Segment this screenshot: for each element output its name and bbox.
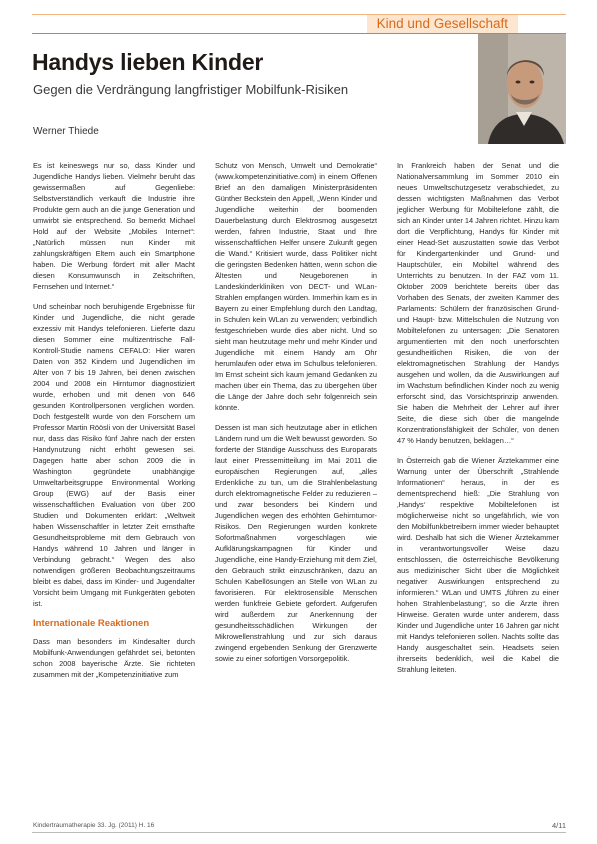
footer-page-number: 4/11 xyxy=(551,821,566,830)
article-column-3 xyxy=(397,160,559,684)
article-column-1 xyxy=(33,160,195,689)
section-bar xyxy=(32,14,566,34)
paragraph: In Frankreich haben der Senat und die Nationalversammlung im Sommer 2010 ein neues Umweltschutzgesetz verabschiedet, zu dessen wichtigsten Maßnahmen das Verbot jeglicher Werbung für Mobiltelefone zählt, die sich an Kinder unter 14 Jahren richtet. Hinzu kam dort die Verpflichtung, Handys für Kinder mit einer Head-Set auszustatten sowie das Verbot für Kindergartenkinder und Grund- und Hauptschüler, ein Mobiltel während des Unterrichts zu benutzen. In der FAZ vom 11. Oktober 2009 berichtete bereits über das Vorhaben des Senats, der zweiten Kammer des Parlaments: Schülern der französischen Grund- und Haupt- bzw. Mittelschulen die Nutzung von Mobiltelefonen zu untersagen: „Die Senatoren argumentierten mit den noch unerforschten gesundheitlichen Risiken, die von der elektromagnetischen Strahlung der Handys ausgehen und wollen, da die Auswirkungen auf im Wachstum befindlichen Kinder noch zu wenig erforscht sind, das Vorsichtsprinzip anwenden. Sie haben die Mehrheit der Lehrer auf ihrer Seite, die diese sich über die mangelnde Konzentrationsfähigkeit der Schüler, von denen 47 % Handy benutzen, beklagen…“ xyxy=(397,161,559,445)
portrait-illustration xyxy=(478,34,566,144)
article-headline: Handys lieben Kinder xyxy=(32,49,264,75)
paragraph: Schutz von Mensch, Umwelt und Demokratie“ (www.kompetenzinitiative.com) in einem Offenen Brief an den damaligen Ministerpräsidenten Günther Beckstein den Appell, „Wenn Kinder und Jugendliche weiterhin der boomenden Dauerbelastung durch Elektrosmog ausgesetzt werden, fahren Industrie, Staat und Ihre wissenschaftlichen Helfer unsere Zukunft gegen die Wand.“ Kritisiert wurde, dass Politiker nicht die geringsten Bedenken hätten, wenn schon die Ältesten und Neugeborenen in Landeskinderkliniken von DECT- und WLan-Strahlen empfangen würden. Immerhin kam es in Bayern zu einer Empfehlung durch den Landtag, in Schulen kein WLan zu verwenden; verbindlich festgeschrieben wurde dies aber nicht. Und so sieht man heutzutage mehr und mehr Kinder und Jugendliche mit einem Handy am Ohr herumlaufen oder etwa im Schulbus telefonieren. Im Ernst scheint sich kaum jemand Gedanken zu machen über ein Thema, das zu übergehen über die Länge der Jahre doch sehr folgenreich sein könnte. xyxy=(215,161,377,412)
paragraph: Dass man besonders im Kindesalter durch Mobilfunk-Anwendungen gefährdet sei, betonten schon 2008 bayerische Ärzte. Sie richteten zusammen mit der „Kompetenzinitiative zum xyxy=(33,637,195,679)
article-author: Werner Thiede xyxy=(33,126,99,137)
paragraph: Es ist keineswegs nur so, dass Kinder und Jugendliche Handys lieben. Vielmehr beruht das gewissermaßen auf Gegenliebe: Selbstverständlich verkauft die Industrie ihre Produkte gern auch an die junge Generation und umwirbt sie entsprechend. So bemerkt Michael Hold auf der Website „Mobiles Internet“: „Natürlich müssen nun Kinder mit zahlungskräftigen Eltern auch ein Smartphone haben. Die Werbung fördert mit aller Macht diesen Konsumwunsch in Zeitschriften, Fernsehen und Internet.“ xyxy=(33,161,195,291)
footer-publication: Kindertraumatherapie 33. Jg. (2011) H. 16 xyxy=(33,822,155,829)
author-photo xyxy=(478,34,566,144)
paragraph: Dessen ist man sich heutzutage aber in etlichen Ländern rund um die Welt bewusst geworden. So forderte der Ständige Ausschuss des Europarats laut einer Pressemitteilung im Mai 2011 die europäischen Regierungen auf, „alles Erdenkliche zu tun, um die Strahlenbelastung durch elektromagnetische Felder zu reduzieren – und zwar besonders bei Kindern und Jugendlichen wegen des erhöhten Gehirntumor-Risikos. Den Regierungen wurden konkrete Sofortmaßnahmen vorgeschlagen wie Aufklärungskampagnen für Kinder und Jugendliche, eine Handy-Erziehung mit dem Ziel, den Gebrauch strikt einzuschränken, dazu an Schulen Kabellösungen an Stelle von WLan zu favorisieren. Für elektrosensible Menschen werden funkfreie Gebiete gefordert. Aufgerufen wird außerdem zur Anerkennung der gesundheitsschädlichen Wirkungen der Mikrowellenstrahlung und zur sich daraus zwingend ergebenden Senkung der Grenzwerte sowie zu einer sofortigen Vorsorgepolitik. xyxy=(215,423,377,663)
paragraph: Und scheinbar noch beruhigende Ergebnisse für Kinder und Jugendliche, die nicht gerade exzessiv mit Handys telefonieren. Lieferte dazu diesen Sommer eine multizentrische Fall-Kontroll-Studie namens CEFALO: Hier waren Daten von 352 Kindern und Jugendlichen im Alter von 7 bis 19 Jahren, bei denen zwischen 2004 und 2008 ein Hirntumor diagnostiziert wurde, erhoben und mit denen von 646 gesunden Kontrollpersonen verglichen worden. Doch festgestellt wurde von den Forschern um Professor Martin Röösli von der Universität Basel nur, dass das Risiko fünf Jahre nach der ersten Handynutzung nicht erhöht gewesen sei. Dagegen hatte aber schon 2009 die in Washington gegründete unabhängige Umweltarbeitsgruppe Environmental Working Group (EWG) auf der Basis einer wissenschaftlichen Evaluation von über 200 Studien und Dokumenten erklärt: „Weltweit haben Wissenschaftler in letzter Zeit ernsthafte Gesundheitsprobleme mit dem Gebrauch von Handys während 10 Jahren und länger in Verbindung gebracht.“ Wegen des also notwendigen größeren Beobachtungszeitraums bleibt es dabei, dass im Kinder- und Jugendalter Vorsicht beim Umgang mit Funkgeräten geboten ist. xyxy=(33,302,195,608)
section-label: Kind und Gesellschaft xyxy=(367,15,518,33)
footer-rule xyxy=(32,832,566,833)
article-column-2 xyxy=(215,160,377,673)
article-subheadline: Gegen die Verdrängung langfristiger Mobilfunk-Risiken xyxy=(33,82,349,97)
paragraph: In Österreich gab die Wiener Ärztekammer eine Warnung unter der Überschrift „Strahlende Informationen“ heraus, in der es dementsprechend hieß: „Die Strahlung von ‚Handys‘ respektive Mobiltelefonen ist möglicherweise nicht so ungefährlich, wie von den Mobilfunkbetreibern immer wieder behauptet wird. Deshalb hat sich die Wiener Ärztekammer in verantwortungsvoller Weise dazu entschlossen, die österreichische Bevölkerung aus medizinischer Sicht über die Möglichkeit negativer Auswirkungen entsprechend zu informieren.“ WLan und UMTS „führen zu einer hohen Strahlenbelastung“, so die Ärzte ihren Hinweise. Geraten wurde unter anderem, dass Kinder und Jugendliche unter 16 Jahren gar nicht mit Handys telefonieren sollen. Nachts sollte das Handy ausgeschaltet sein. Headsets seien ihrerseits bedenklich, weil die Kabel die Strahlung leiteten. xyxy=(397,456,559,674)
article-subhead: Internationale Reaktionen xyxy=(33,618,150,629)
